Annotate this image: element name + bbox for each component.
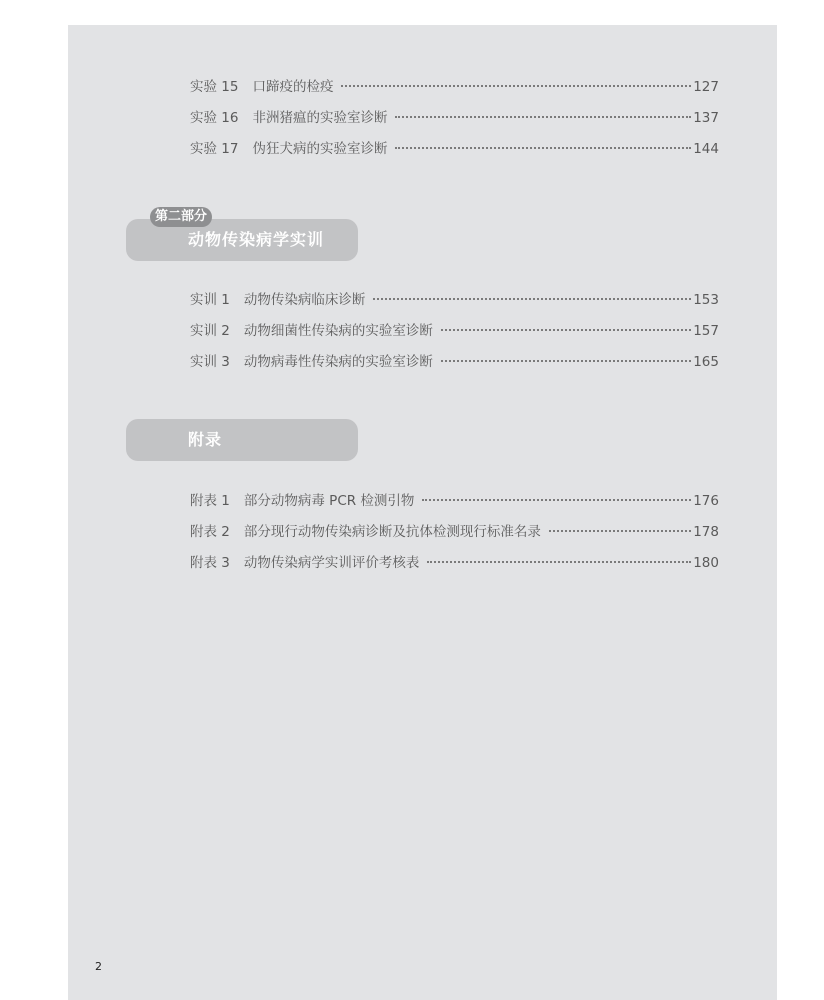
dot-leader — [341, 85, 691, 87]
toc-entry-page: 144 — [693, 141, 719, 157]
toc-entry[interactable] — [190, 134, 719, 165]
toc-list-experiments — [190, 72, 719, 165]
toc-entry-page: 157 — [693, 323, 719, 339]
toc-entry-title: 非洲猪瘟的实验室诊断 — [252, 110, 388, 126]
toc-entry-title: 伪狂犬病的实验室诊断 — [252, 141, 388, 157]
dot-leader — [427, 561, 691, 563]
toc-entry-label: 附表 2 — [190, 524, 230, 540]
toc-entry-page: 137 — [693, 110, 719, 126]
appendix-heading-title: 附录 — [188, 430, 223, 449]
toc-entry[interactable] — [190, 517, 719, 548]
toc-entry-title: 部分现行动物传染病诊断及抗体检测现行标准名录 — [243, 524, 541, 540]
toc-entry-title: 部分动物病毒 PCR 检测引物 — [243, 493, 415, 509]
toc-entry[interactable] — [190, 316, 719, 347]
toc-entry-label: 实验 17 — [190, 141, 239, 157]
toc-entry-page: 165 — [693, 354, 719, 370]
toc-entry-label: 实验 16 — [190, 110, 239, 126]
toc-entry-label: 附表 3 — [190, 555, 230, 571]
toc-entry-label: 附表 1 — [190, 493, 230, 509]
dot-leader — [441, 360, 691, 362]
toc-entry-title: 动物传染病学实训评价考核表 — [243, 555, 420, 571]
toc-entry-title: 动物传染病临床诊断 — [243, 292, 366, 308]
toc-entry-label: 实验 15 — [190, 79, 239, 95]
toc-entry-page: 176 — [693, 493, 719, 509]
toc-entry-title: 动物细菌性传染病的实验室诊断 — [243, 323, 433, 339]
toc-entry[interactable] — [190, 72, 719, 103]
toc-entry-page: 180 — [693, 555, 719, 571]
toc-entry-label: 实训 1 — [190, 292, 230, 308]
toc-entry-title: 动物病毒性传染病的实验室诊断 — [243, 354, 433, 370]
dot-leader — [441, 329, 691, 331]
toc-entry-page: 127 — [693, 79, 719, 95]
dot-leader — [395, 147, 691, 149]
page-number: 2 — [95, 960, 102, 973]
toc-entry[interactable] — [190, 486, 719, 517]
dot-leader — [373, 298, 691, 300]
dot-leader — [422, 499, 691, 501]
part-badge: 第二部分 — [150, 207, 212, 227]
toc-entry-page: 153 — [693, 292, 719, 308]
section-heading-title: 动物传染病学实训 — [188, 230, 325, 249]
toc-entry-label: 实训 2 — [190, 323, 230, 339]
toc-entry[interactable] — [190, 285, 719, 316]
toc-list-appendix — [190, 486, 719, 579]
toc-list-training — [190, 285, 719, 378]
toc-entry-label: 实训 3 — [190, 354, 230, 370]
dot-leader — [395, 116, 691, 118]
toc-entry[interactable] — [190, 103, 719, 134]
toc-entry[interactable] — [190, 548, 719, 579]
appendix-heading-pill — [126, 419, 358, 461]
toc-entry[interactable] — [190, 347, 719, 378]
dot-leader — [549, 530, 691, 532]
toc-entry-title: 口蹄疫的检疫 — [252, 79, 334, 95]
toc-entry-page: 178 — [693, 524, 719, 540]
